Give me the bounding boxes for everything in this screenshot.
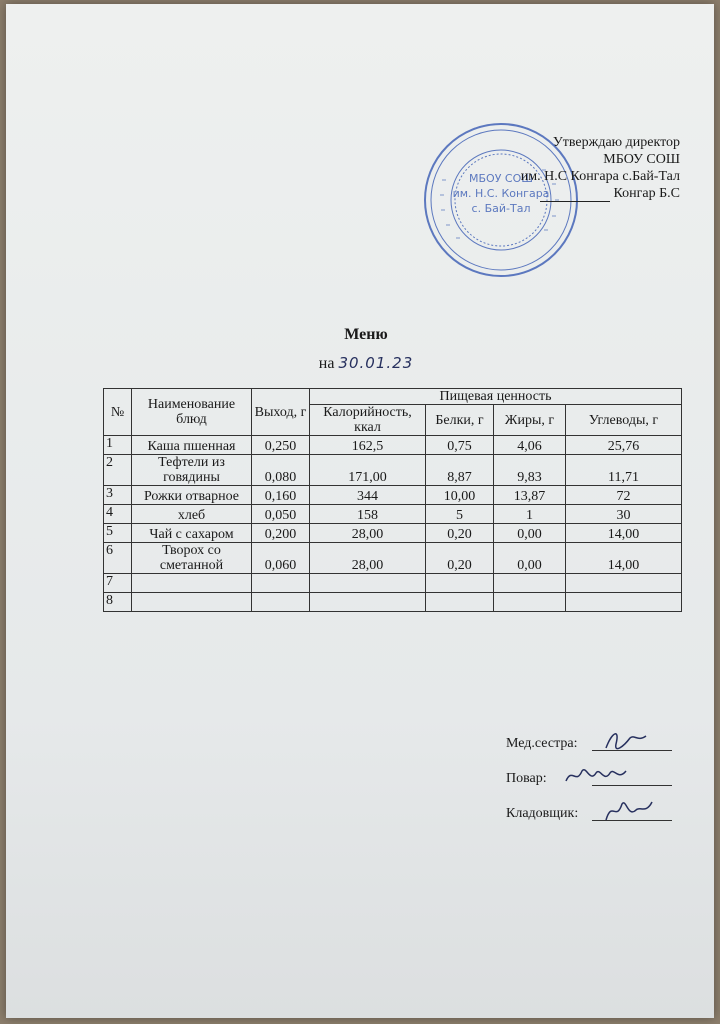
date-value: 30.01.23: [338, 354, 414, 372]
row-name: Чай с сахаром: [132, 524, 252, 543]
date-line: [6, 354, 720, 373]
table-row: [104, 505, 682, 524]
header-carbs: Углеводы, г: [566, 405, 682, 436]
row-num: 6: [104, 543, 132, 574]
approval-line-1: Утверждаю директор: [552, 135, 680, 150]
row-yield: 0,250: [252, 436, 310, 455]
header-num: №: [104, 389, 132, 436]
row-num: 8: [104, 593, 132, 612]
header-proteins: Белки, г: [426, 405, 494, 436]
row-fats: 9,83: [494, 455, 566, 486]
row-proteins: [426, 593, 494, 612]
row-yield: 0,050: [252, 505, 310, 524]
row-num: 3: [104, 486, 132, 505]
row-num: 7: [104, 574, 132, 593]
approval-line-2: МБОУ СОШ: [603, 152, 680, 167]
row-yield: [252, 574, 310, 593]
row-name: Творох со сметанной: [132, 543, 252, 574]
nurse-signature-scribble: [598, 726, 658, 756]
row-name: Каша пшенная: [132, 436, 252, 455]
approval-block: [476, 134, 680, 202]
row-fats: 13,87: [494, 486, 566, 505]
table-row: [104, 524, 682, 543]
row-calories: 171,00: [310, 455, 426, 486]
header-yield: Выход, г: [252, 389, 310, 436]
storekeeper-signature-row: [506, 806, 676, 841]
row-calories: 162,5: [310, 436, 426, 455]
row-carbs: 14,00: [566, 543, 682, 574]
row-fats: 0,00: [494, 543, 566, 574]
row-carbs: [566, 593, 682, 612]
row-proteins: 0,20: [426, 524, 494, 543]
menu-table-body: [104, 436, 682, 612]
menu-table: [103, 388, 682, 612]
header-fats: Жиры, г: [494, 405, 566, 436]
row-carbs: 11,71: [566, 455, 682, 486]
cook-signature-scribble: [562, 761, 634, 791]
row-yield: 0,060: [252, 543, 310, 574]
table-row: [104, 574, 682, 593]
row-yield: 0,080: [252, 455, 310, 486]
row-proteins: 8,87: [426, 455, 494, 486]
row-proteins: 0,75: [426, 436, 494, 455]
row-fats: [494, 574, 566, 593]
storekeeper-label: Кладовщик:: [506, 806, 579, 821]
row-fats: [494, 593, 566, 612]
row-fats: 1: [494, 505, 566, 524]
table-row: [104, 486, 682, 505]
page-title: Меню: [344, 326, 388, 343]
row-proteins: 0,20: [426, 543, 494, 574]
approval-line-3: им. Н.С Конгара с.Бай-Тал: [520, 169, 680, 184]
table-row: [104, 543, 682, 574]
director-signature-row: [476, 185, 680, 202]
cook-label: Повар:: [506, 771, 547, 786]
row-yield: [252, 593, 310, 612]
row-name: [132, 574, 252, 593]
storekeeper-signature-scribble: [598, 796, 658, 826]
row-calories: 28,00: [310, 524, 426, 543]
document-sheet: [6, 4, 714, 1018]
row-proteins: 5: [426, 505, 494, 524]
row-fats: 4,06: [494, 436, 566, 455]
row-yield: 0,200: [252, 524, 310, 543]
table-row: [104, 593, 682, 612]
row-calories: 344: [310, 486, 426, 505]
row-calories: [310, 593, 426, 612]
row-yield: 0,160: [252, 486, 310, 505]
row-calories: 158: [310, 505, 426, 524]
seal-line-1: МБОУ СОШ: [469, 172, 533, 185]
nurse-label: Мед.сестра:: [506, 736, 578, 751]
row-num: 4: [104, 505, 132, 524]
row-carbs: 30: [566, 505, 682, 524]
table-row: [104, 436, 682, 455]
row-carbs: 72: [566, 486, 682, 505]
seal-line-3: с. Бай-Тал: [471, 202, 531, 215]
header-name: Наименование блюд: [132, 389, 252, 436]
row-carbs: 25,76: [566, 436, 682, 455]
row-carbs: [566, 574, 682, 593]
row-name: [132, 593, 252, 612]
row-name: Рожки отварное: [132, 486, 252, 505]
row-num: 5: [104, 524, 132, 543]
row-calories: [310, 574, 426, 593]
row-fats: 0,00: [494, 524, 566, 543]
header-nutrition: Пищевая ценность: [310, 389, 682, 405]
row-name: Тефтели из говядины: [132, 455, 252, 486]
row-proteins: 10,00: [426, 486, 494, 505]
row-name: хлеб: [132, 505, 252, 524]
signatures-block: [506, 736, 676, 841]
approval-line-4: Конгар Б.С: [613, 186, 680, 201]
date-prefix: на: [318, 355, 335, 372]
director-signature-line: [540, 189, 610, 202]
row-proteins: [426, 574, 494, 593]
table-row: [104, 455, 682, 486]
row-num: 2: [104, 455, 132, 486]
row-num: 1: [104, 436, 132, 455]
header-calories: Калорийность, ккал: [310, 405, 426, 436]
row-carbs: 14,00: [566, 524, 682, 543]
seal-line-2: им. Н.С. Конгара: [452, 187, 550, 200]
row-calories: 28,00: [310, 543, 426, 574]
